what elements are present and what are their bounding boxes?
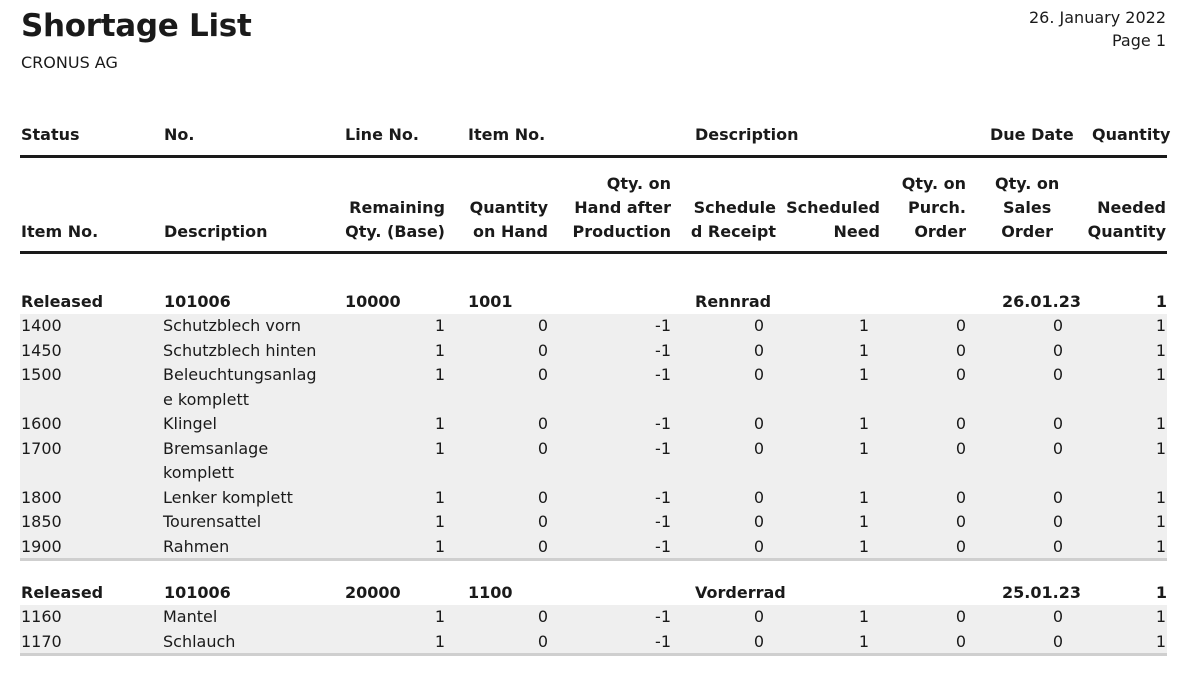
scheduled-need: 1 [858, 340, 869, 360]
qty-after-production: -1 [655, 316, 671, 335]
qty-on-purch-order: 0 [955, 631, 966, 651]
qty-after-production: -1 [655, 414, 671, 433]
header-no: No. [164, 125, 195, 144]
quantity-on-hand: 0 [537, 438, 548, 458]
remaining-qty: 1 [434, 365, 445, 384]
quantity-on-hand: 0 [537, 414, 548, 433]
component-description: Schutzblech vorn [163, 316, 302, 335]
qty-on-purch-order: 0 [955, 340, 966, 360]
needed-quantity: 1 [1155, 607, 1166, 626]
remaining-qty: 1 [434, 414, 445, 433]
scheduled-receipt: 0 [753, 487, 764, 507]
component-description: Tourensattel [163, 512, 262, 531]
production-order-line [20, 580, 1167, 605]
component-row [20, 510, 1167, 535]
header-scheduled-receipt: Schedule d Receipt [690, 198, 776, 241]
needed-quantity: 1 [1155, 414, 1166, 433]
component-item-no: 1160 [21, 607, 62, 626]
scheduled-need: 1 [858, 607, 869, 626]
header-rule-2 [20, 251, 1167, 254]
component-row [20, 437, 1167, 486]
scheduled-receipt: 0 [753, 607, 764, 626]
component-row [20, 339, 1167, 364]
needed-quantity: 1 [1155, 316, 1166, 335]
remaining-qty: 1 [434, 536, 445, 556]
production-order-group [20, 289, 1167, 561]
quantity-on-hand: 0 [537, 340, 548, 360]
header-needed-quantity: Needed Quantity [1087, 198, 1166, 241]
remaining-qty: 1 [434, 316, 445, 335]
component-description: Beleuchtungsanlage komplett [163, 365, 317, 409]
header-line-item-no: Item No. [21, 222, 99, 241]
company-name: CRONUS AG [21, 53, 118, 72]
qty-after-production: -1 [655, 340, 671, 360]
qty-on-sales-order: 0 [1052, 365, 1063, 384]
header-quantity: Quantity [1092, 125, 1171, 144]
qty-on-purch-order: 0 [955, 536, 966, 556]
component-item-no: 1600 [21, 414, 62, 433]
component-row [20, 630, 1167, 653]
qty-on-sales-order: 0 [1052, 631, 1063, 651]
needed-quantity: 1 [1155, 536, 1166, 556]
qty-on-sales-order: 0 [1052, 487, 1063, 507]
needed-quantity: 1 [1155, 631, 1166, 651]
qty-on-sales-order: 0 [1052, 512, 1063, 531]
scheduled-receipt: 0 [753, 536, 764, 556]
order-no: 101006 [164, 292, 231, 311]
remaining-qty: 1 [434, 487, 445, 507]
qty-on-sales-order: 0 [1052, 316, 1063, 335]
component-item-no: 1850 [21, 512, 62, 531]
component-row [20, 605, 1167, 630]
scheduled-need: 1 [858, 631, 869, 651]
scheduled-need: 1 [858, 316, 869, 335]
component-description: Schlauch [163, 631, 236, 651]
quantity: 1 [1155, 583, 1167, 602]
qty-on-purch-order: 0 [955, 438, 966, 458]
quantity-on-hand: 0 [537, 631, 548, 651]
header-quantity-on-hand: Quantity on Hand [469, 198, 548, 241]
scheduled-receipt: 0 [753, 340, 764, 360]
component-lines [20, 314, 1167, 561]
component-row [20, 412, 1167, 437]
needed-quantity: 1 [1155, 487, 1166, 507]
scheduled-receipt: 0 [753, 365, 764, 384]
needed-quantity: 1 [1155, 365, 1166, 384]
needed-quantity: 1 [1155, 512, 1166, 531]
component-item-no: 1170 [21, 631, 62, 651]
component-item-no: 1450 [21, 340, 62, 360]
page-number: Page 1 [1112, 31, 1166, 50]
component-description: Schutzblech hinten [163, 340, 317, 360]
qty-on-sales-order: 0 [1052, 607, 1063, 626]
header-due-date: Due Date [990, 125, 1074, 144]
remaining-qty: 1 [434, 438, 445, 458]
description: Vorderrad [695, 583, 786, 602]
quantity-on-hand: 0 [537, 487, 548, 507]
due-date: 26.01.23 [1002, 292, 1081, 311]
header-qty-on-purch-order: Qty. on Purch. Order [901, 174, 966, 241]
qty-on-sales-order: 0 [1052, 414, 1063, 433]
status: Released [21, 292, 104, 311]
item-no: 1001 [468, 292, 513, 311]
line-no: 10000 [345, 292, 401, 311]
header-qty-after-production: Qty. on Hand after Production [572, 174, 671, 241]
scheduled-receipt: 0 [753, 414, 764, 433]
header-status: Status [21, 125, 80, 144]
quantity-on-hand: 0 [537, 512, 548, 531]
qty-after-production: -1 [655, 631, 671, 651]
component-description: Lenker komplett [163, 487, 293, 507]
report-title: Shortage List [21, 8, 252, 44]
header-item-no: Item No. [468, 125, 546, 144]
component-description: Klingel [163, 414, 217, 433]
scheduled-need: 1 [858, 487, 869, 507]
component-description: Mantel [163, 607, 218, 626]
header-remaining-qty: Remaining Qty. (Base) [345, 198, 445, 241]
scheduled-receipt: 0 [753, 631, 764, 651]
scheduled-need: 1 [858, 414, 869, 433]
qty-on-sales-order: 0 [1052, 438, 1063, 458]
component-item-no: 1800 [21, 487, 62, 507]
qty-on-purch-order: 0 [955, 414, 966, 433]
scheduled-need: 1 [858, 438, 869, 458]
quantity-on-hand: 0 [537, 365, 548, 384]
header-rule-1 [20, 155, 1167, 158]
header-line-no: Line No. [345, 125, 419, 144]
status: Released [21, 583, 104, 602]
quantity-on-hand: 0 [537, 536, 548, 556]
qty-after-production: -1 [655, 365, 671, 384]
quantity-on-hand: 0 [537, 607, 548, 626]
production-order-group [20, 580, 1167, 656]
component-row [20, 363, 1167, 412]
item-no: 1100 [468, 583, 513, 602]
remaining-qty: 1 [434, 512, 445, 531]
component-lines [20, 605, 1167, 656]
qty-on-sales-order: 0 [1052, 340, 1063, 360]
qty-after-production: -1 [655, 607, 671, 626]
qty-on-purch-order: 0 [955, 607, 966, 626]
description: Rennrad [695, 292, 772, 311]
component-row [20, 314, 1167, 339]
line-no: 20000 [345, 583, 401, 602]
qty-on-purch-order: 0 [955, 365, 966, 384]
quantity: 1 [1155, 292, 1167, 311]
needed-quantity: 1 [1155, 340, 1166, 360]
component-row [20, 486, 1167, 511]
component-item-no: 1500 [21, 365, 62, 384]
qty-on-purch-order: 0 [955, 316, 966, 335]
scheduled-receipt: 0 [753, 316, 764, 335]
production-order-line [20, 289, 1167, 314]
scheduled-receipt: 0 [753, 438, 764, 458]
report-date: 26. January 2022 [1029, 8, 1166, 27]
scheduled-need: 1 [858, 536, 869, 556]
remaining-qty: 1 [434, 631, 445, 651]
qty-after-production: -1 [655, 536, 671, 556]
header-scheduled-need: Scheduled Need [786, 198, 880, 241]
order-no: 101006 [164, 583, 231, 602]
component-description: Bremsanlage komplett [163, 438, 269, 482]
component-description: Rahmen [163, 536, 230, 556]
qty-on-sales-order: 0 [1052, 536, 1063, 556]
remaining-qty: 1 [434, 607, 445, 626]
component-item-no: 1900 [21, 536, 62, 556]
remaining-qty: 1 [434, 340, 445, 360]
qty-after-production: -1 [655, 487, 671, 507]
qty-after-production: -1 [655, 512, 671, 531]
component-row [20, 535, 1167, 558]
header-line-description: Description [164, 222, 268, 241]
quantity-on-hand: 0 [537, 316, 548, 335]
qty-on-purch-order: 0 [955, 487, 966, 507]
due-date: 25.01.23 [1002, 583, 1081, 602]
qty-after-production: -1 [655, 438, 671, 458]
scheduled-need: 1 [858, 512, 869, 531]
needed-quantity: 1 [1155, 438, 1166, 458]
qty-on-purch-order: 0 [955, 512, 966, 531]
header-description: Description [695, 125, 799, 144]
component-item-no: 1700 [21, 438, 62, 458]
component-item-no: 1400 [21, 316, 62, 335]
header-qty-on-sales-order: Qty. on Sales Order [995, 174, 1060, 241]
scheduled-need: 1 [858, 365, 869, 384]
scheduled-receipt: 0 [753, 512, 764, 531]
